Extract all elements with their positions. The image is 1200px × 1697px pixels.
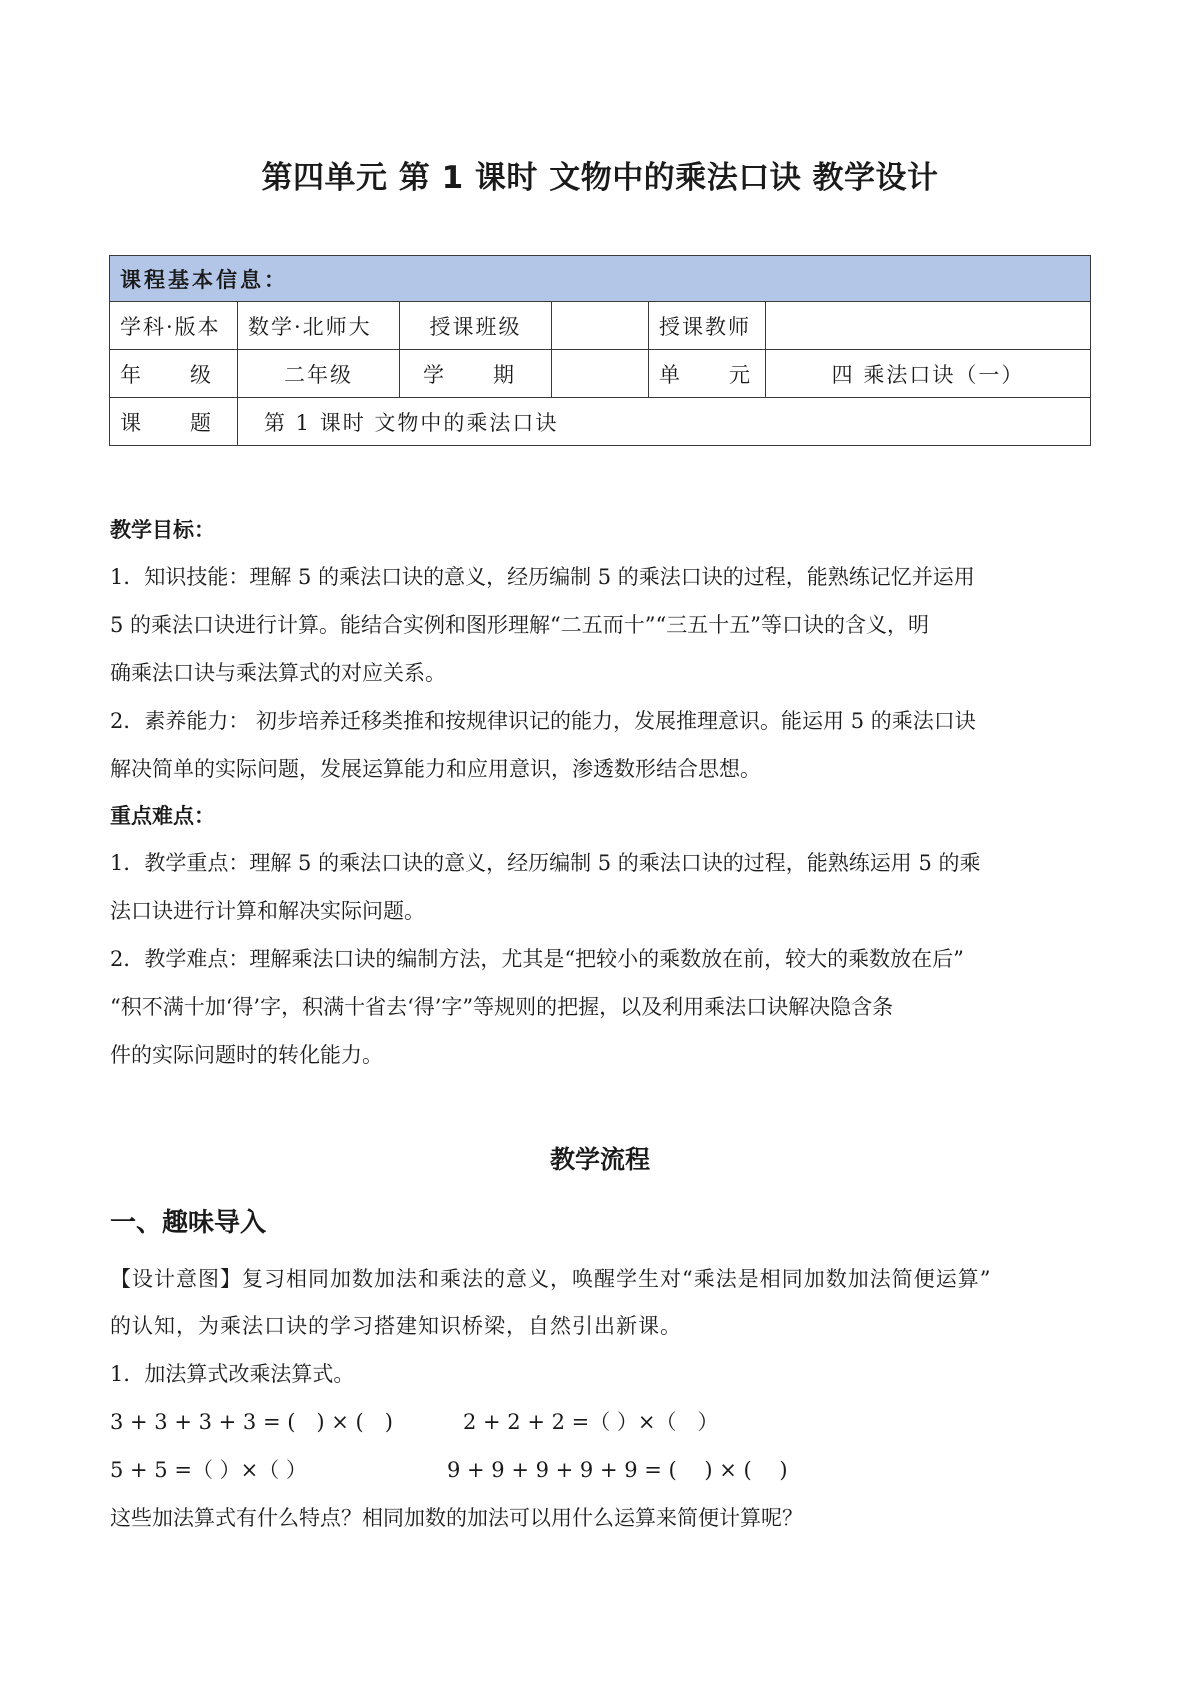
keypoints-line: 件的实际问题时的转化能力。 (110, 1043, 383, 1067)
section-title: 一、趣味导入 (110, 1208, 267, 1238)
objectives-line: 解决简单的实际问题，发展运算能力和应用意识，渗透数形结合思想。 (110, 757, 761, 781)
flow-title: 教学流程 (549, 1145, 650, 1174)
equation: 2 + 2 + 2 =（ ）×（ ） (463, 1410, 719, 1434)
term-label: 学 期 (400, 350, 552, 398)
table-header: 课程基本信息： (110, 256, 1091, 302)
objectives-line: 2．素养能力： 初步培养迁移类推和按规律识记的能力，发展推理意识。能运用 5 的乘法口诀 (110, 709, 976, 733)
table-row (110, 350, 1091, 398)
teacher-label: 授课教师 (649, 302, 766, 350)
keypoints-line: “积不满十加‘得’字，积满十省去‘得’字”等规则的把握，以及利用乘法口诀解决隐含条 (110, 995, 894, 1019)
keypoints-line: 2．教学难点：理解乘法口诀的编制方法，尤其是“把较小的乘数放在前，较大的乘数放在后” (110, 947, 964, 971)
subject-value: 数学·北师大 (238, 302, 400, 350)
grade-label: 年 级 (110, 350, 238, 398)
unit-label: 单 元 (649, 350, 766, 398)
topic-label: 课 题 (110, 398, 238, 446)
table-row (110, 302, 1091, 350)
task-line: 1．加法算式改乘法算式。 (110, 1362, 355, 1386)
class-label: 授课班级 (400, 302, 552, 350)
objectives-line: 1．知识技能：理解 5 的乘法口诀的意义，经历编制 5 的乘法口诀的过程，能熟练记忆并运用 (110, 565, 975, 589)
page-title: 第四单元 第 1 课时 文物中的乘法口诀 教学设计 (261, 160, 939, 196)
objectives-heading: 教学目标： (110, 518, 215, 542)
keypoints-line: 法口诀进行计算和解决实际问题。 (110, 899, 425, 923)
topic-value: 第 1 课时 文物中的乘法口诀 (238, 398, 1091, 446)
class-value (552, 302, 649, 350)
design-intent-line: 【设计意图】复习相同加数加法和乘法的意义，唤醒学生对“乘法是相同加数加法简便运算” (110, 1267, 992, 1291)
design-intent-line: 的认知，为乘法口诀的学习搭建知识桥梁，自然引出新课。 (110, 1314, 682, 1338)
subject-label: 学科·版本 (110, 302, 238, 350)
objectives-line: 5 的乘法口诀进行计算。能结合实例和图形理解“二五而十”“三五十五”等口诀的含义，明 (110, 613, 929, 637)
course-info-table (109, 255, 1091, 446)
equation: 9 + 9 + 9 + 9 + 9 = ( ) × ( ) (447, 1458, 788, 1482)
objectives-line: 确乘法口诀与乘法算式的对应关系。 (110, 661, 446, 685)
equation: 3 + 3 + 3 + 3 = ( ) × ( ) (110, 1410, 393, 1434)
question-line: 这些加法算式有什么特点？相同加数的加法可以用什么运算来简便计算呢？ (110, 1506, 803, 1530)
teacher-value (766, 302, 1091, 350)
keypoints-heading: 重点难点： (110, 804, 215, 828)
keypoints-line: 1．教学重点：理解 5 的乘法口诀的意义，经历编制 5 的乘法口诀的过程，能熟练运用 5 的乘 (110, 851, 981, 875)
table-row (110, 398, 1091, 446)
grade-value: 二年级 (238, 350, 400, 398)
equation: 5 + 5 =（ ）×（ ） (110, 1458, 307, 1482)
term-value (552, 350, 649, 398)
unit-value: 四 乘法口诀（一） (766, 350, 1091, 398)
